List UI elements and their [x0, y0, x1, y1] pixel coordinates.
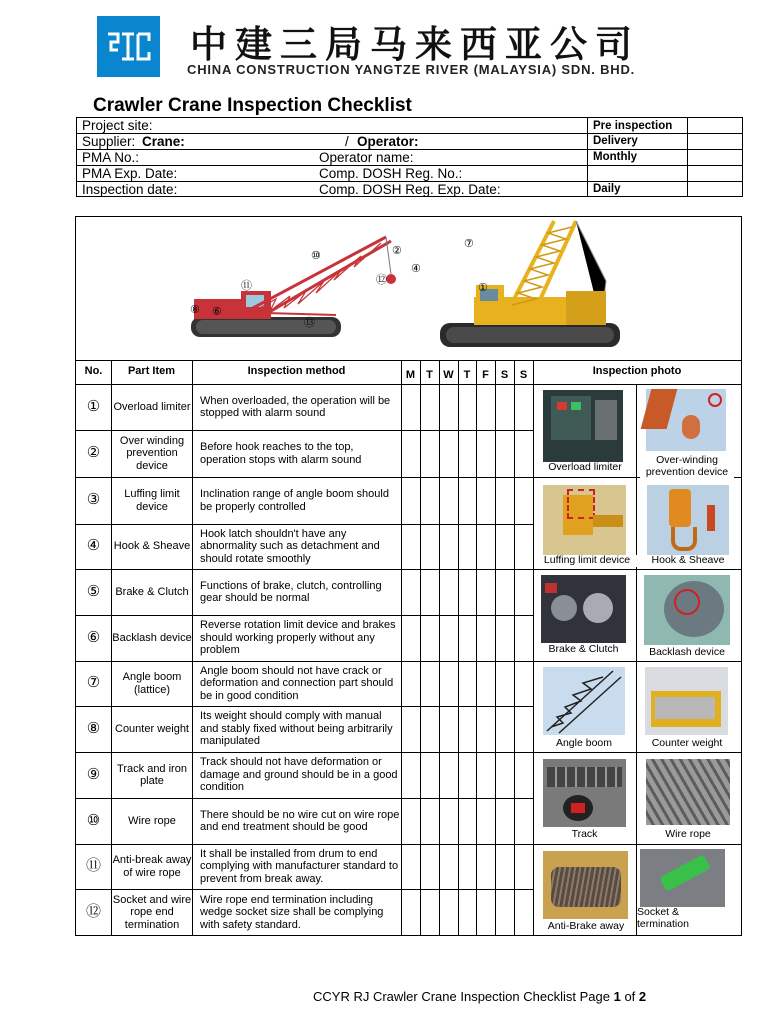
day-check-cell[interactable] — [477, 753, 495, 798]
row-number — [76, 477, 111, 524]
row-number — [76, 844, 111, 889]
svg-text:⑥: ⑥ — [212, 306, 222, 318]
day-check-cell[interactable] — [515, 707, 533, 752]
caption-angle-boom: Angle boom — [543, 738, 625, 750]
photo-brake-clutch — [541, 575, 626, 643]
row-inspection-method: When overloaded, the operation will be stopped with alarm sound — [200, 394, 391, 419]
photo-wire-rope — [646, 759, 730, 825]
page-footer — [313, 989, 646, 1004]
pma-no-label: PMA No.: — [82, 150, 140, 165]
photo-counter-weight — [645, 667, 728, 735]
day-check-cell[interactable] — [402, 478, 420, 524]
row-part-item: Anti-break away of wire rope — [112, 854, 192, 879]
type-pre-inspection: Pre inspection — [593, 120, 673, 132]
checkbox-delivery[interactable] — [688, 134, 742, 149]
type-daily: Daily — [593, 183, 621, 195]
slash-separator: / — [345, 134, 349, 149]
day-check-cell[interactable] — [402, 890, 420, 936]
day-check-cell[interactable] — [477, 707, 495, 752]
day-check-cell[interactable] — [440, 662, 458, 706]
day-check-cell[interactable] — [402, 431, 420, 477]
photo-anti-break-away — [543, 851, 628, 919]
row-number-text: ⑪ — [85, 857, 101, 875]
day-check-cell[interactable] — [496, 890, 514, 936]
day-check-cell[interactable] — [459, 753, 476, 798]
day-check-cell[interactable] — [402, 845, 420, 889]
crane-part-markers-left — [184, 242, 421, 337]
row-inspection-method: Its weight should comply with manual and stably fixed without being arbitrarily manipulated — [200, 710, 393, 748]
day-check-cell[interactable] — [440, 799, 458, 844]
day-check-cell[interactable] — [421, 890, 439, 936]
caption-track: Track — [543, 829, 626, 841]
row-part-item: Brake & Clutch — [115, 585, 189, 598]
day-check-cell[interactable] — [515, 431, 533, 477]
header-inspection-method: Inspection method — [247, 365, 346, 377]
crane-part-markers-right — [464, 231, 584, 301]
inspection-date-label: Inspection date: — [82, 182, 178, 197]
day-check-cell[interactable] — [496, 570, 514, 615]
row-number-text: ③ — [86, 491, 101, 509]
day-check-cell[interactable] — [459, 707, 476, 752]
operator-name-label: Operator name: — [319, 150, 414, 165]
caption-brake-clutch: Brake & Clutch — [541, 644, 626, 656]
day-check-cell[interactable] — [496, 478, 514, 524]
photo-angle-boom — [543, 667, 625, 735]
day-check-cell[interactable] — [515, 525, 533, 569]
day-check-cell[interactable] — [402, 525, 420, 569]
row-number — [76, 798, 111, 844]
day-check-cell[interactable] — [440, 616, 458, 661]
photo-luffing-limit-device — [543, 485, 626, 555]
row-number — [76, 430, 111, 477]
caption-anti-break-away: Anti-Brake away — [540, 921, 632, 933]
row-part-item: Angle boom (lattice) — [122, 671, 182, 696]
caption-overload-limiter: Overload limiter — [543, 462, 627, 474]
svg-text:②: ② — [392, 245, 402, 257]
day-check-cell[interactable] — [477, 478, 495, 524]
company-name-chinese: 中建三局马来西亚公司 — [190, 23, 640, 66]
day-check-cell[interactable] — [515, 662, 533, 706]
row-number-text: ② — [86, 444, 101, 462]
row-number-text: ⑥ — [86, 628, 101, 646]
day-check-cell[interactable] — [421, 707, 439, 752]
crane-label: Crane: — [142, 134, 185, 149]
photo-track — [543, 759, 626, 827]
row-part-item: Luffing limit device — [124, 488, 180, 513]
day-check-cell[interactable] — [459, 525, 476, 569]
day-check-cell[interactable] — [421, 431, 439, 477]
row-inspection-method: It shall be installed from drum to end complying with manufacturer standard to prevent from break away. — [200, 847, 399, 885]
day-check-cell[interactable] — [515, 616, 533, 661]
svg-text:⑫: ⑫ — [376, 274, 387, 286]
caption-over-winding-device: Over-winding prevention device — [640, 455, 734, 478]
header-day-tue: T — [426, 369, 433, 381]
comp-dosh-reg-label: Comp. DOSH Reg. No.: — [319, 166, 463, 181]
day-check-cell[interactable] — [421, 753, 439, 798]
footer-text: CCYR RJ Crawler Crane Inspection Checklist Page — [313, 989, 610, 1004]
day-check-cell[interactable] — [496, 431, 514, 477]
supplier-label: Supplier: — [82, 134, 136, 149]
day-check-cell[interactable] — [421, 616, 439, 661]
header-inspection-photo: Inspection photo — [592, 365, 682, 377]
row-number-text: ⑤ — [86, 582, 101, 600]
row-inspection-method: Reverse rotation limit device and brakes should working properly without any problem — [200, 619, 396, 657]
header-day-sun: S — [519, 369, 528, 381]
day-check-cell[interactable] — [496, 707, 514, 752]
day-check-cell[interactable] — [496, 385, 514, 430]
row-number-text: ⑩ — [86, 811, 101, 829]
company-name-english: CHINA CONSTRUCTION YANGTZE RIVER (MALAYSIA) SDN. BHD. — [187, 62, 636, 77]
day-check-cell[interactable] — [515, 845, 533, 889]
photo-over-winding-device — [646, 389, 726, 451]
day-check-cell[interactable] — [459, 616, 476, 661]
row-inspection-method: Wire rope end termination including wedge socket size shall be complying with safety standard. — [200, 893, 384, 931]
day-check-cell[interactable] — [440, 707, 458, 752]
row-inspection-method: Before hook reaches to the top, operation stops with alarm sound — [200, 441, 362, 466]
caption-counter-weight: Counter weight — [642, 738, 732, 750]
row-number-text: ④ — [86, 537, 101, 555]
row-number — [76, 889, 111, 936]
day-check-cell[interactable] — [459, 431, 476, 477]
day-check-cell[interactable] — [440, 570, 458, 615]
checkbox-monthly[interactable] — [688, 150, 742, 165]
day-check-cell[interactable] — [402, 385, 420, 430]
day-check-cell[interactable] — [477, 385, 495, 430]
row-number — [76, 569, 111, 615]
day-check-cell[interactable] — [477, 799, 495, 844]
row-number-text: ⑫ — [85, 903, 101, 921]
caption-socket-termination: Socket & termination — [637, 906, 689, 930]
footer-total-pages: 2 — [638, 989, 647, 1004]
svg-text:①: ① — [478, 282, 488, 294]
caption-wire-rope: Wire rope — [644, 829, 732, 841]
header-day-fri: F — [482, 369, 489, 381]
type-monthly: Monthly — [593, 151, 638, 163]
day-check-cell[interactable] — [477, 525, 495, 569]
day-check-cell[interactable] — [402, 707, 420, 752]
header-day-sat: S — [500, 369, 509, 381]
row-number — [76, 706, 111, 752]
header-part-item: Part Item — [127, 365, 176, 377]
day-check-cell[interactable] — [496, 662, 514, 706]
svg-text:④: ④ — [411, 263, 421, 275]
day-check-cell[interactable] — [440, 385, 458, 430]
row-number — [76, 661, 111, 706]
row-part-item: Hook & Sheave — [113, 540, 191, 553]
header-day-wed: W — [443, 369, 454, 381]
footer-page-number: 1 — [613, 989, 621, 1004]
svg-text:⑪: ⑪ — [241, 280, 252, 292]
day-check-cell[interactable] — [421, 525, 439, 569]
photo-backlash-device — [644, 575, 730, 645]
day-check-cell[interactable] — [477, 890, 495, 936]
row-part-item: Over winding prevention device — [119, 434, 185, 472]
day-check-cell[interactable] — [459, 385, 476, 430]
day-check-cell[interactable] — [515, 753, 533, 798]
pma-exp-label: PMA Exp. Date: — [82, 166, 178, 181]
photo-hook-sheave — [647, 485, 729, 555]
row-part-item: Wire rope — [128, 814, 176, 827]
day-check-cell[interactable] — [496, 525, 514, 569]
svg-text:⑦: ⑦ — [464, 238, 474, 250]
caption-backlash-device: Backlash device — [641, 647, 733, 659]
document-title: Crawler Crane Inspection Checklist — [93, 95, 412, 116]
day-check-cell[interactable] — [459, 799, 476, 844]
day-check-cell[interactable] — [421, 570, 439, 615]
day-check-cell[interactable] — [440, 845, 458, 889]
svg-text:⑧: ⑧ — [190, 304, 200, 316]
caption-hook-sheave: Hook & Sheave — [643, 555, 733, 567]
day-check-cell[interactable] — [515, 478, 533, 524]
day-check-cell[interactable] — [496, 616, 514, 661]
type-delivery: Delivery — [593, 135, 638, 147]
day-check-cell[interactable] — [477, 845, 495, 889]
svg-text:⑬: ⑬ — [304, 317, 315, 329]
day-check-cell[interactable] — [459, 478, 476, 524]
row-number — [76, 384, 111, 430]
header-day-thu: T — [463, 369, 471, 381]
row-part-item: Backlash device — [112, 631, 192, 644]
row-number-text: ⑦ — [86, 674, 101, 692]
photo-socket-termination — [640, 849, 725, 907]
day-check-cell[interactable] — [421, 799, 439, 844]
caption-luffing-limit-device: Luffing limit device — [536, 555, 638, 567]
row-inspection-method: Hook latch shouldn't have any abnormality such as detachment and should rotate smoothly — [200, 527, 380, 565]
day-check-cell[interactable] — [440, 525, 458, 569]
info-table — [76, 117, 743, 197]
day-check-cell[interactable] — [477, 431, 495, 477]
inspection-table — [75, 216, 742, 936]
row-number — [76, 752, 111, 798]
day-check-cell[interactable] — [515, 799, 533, 844]
day-check-cell[interactable] — [459, 890, 476, 936]
header-day-mon: M — [405, 369, 416, 381]
day-check-cell[interactable] — [402, 753, 420, 798]
day-check-cell[interactable] — [515, 385, 533, 430]
day-check-cell[interactable] — [421, 478, 439, 524]
day-check-cell[interactable] — [477, 616, 495, 661]
photo-overload-limiter — [543, 390, 623, 462]
day-check-cell[interactable] — [402, 570, 420, 615]
day-check-cell[interactable] — [515, 570, 533, 615]
row-inspection-method: Angle boom should not have crack or deformation and connection part should be in good condition — [200, 664, 394, 702]
row-inspection-method: Track should not have deformation or damage and ground should be in a good condition — [200, 756, 398, 794]
day-check-cell[interactable] — [440, 478, 458, 524]
svg-text:⑩: ⑩ — [311, 250, 321, 262]
day-check-cell[interactable] — [421, 845, 439, 889]
day-check-cell[interactable] — [440, 753, 458, 798]
checkbox-daily[interactable] — [688, 182, 742, 197]
day-check-cell[interactable] — [421, 662, 439, 706]
row-inspection-method: There should be no wire cut on wire rope and end treatment should be good — [200, 808, 400, 833]
day-check-cell[interactable] — [421, 385, 439, 430]
row-number-text: ⑨ — [86, 765, 101, 783]
comp-dosh-exp-label: Comp. DOSH Reg. Exp. Date: — [319, 182, 501, 197]
row-inspection-method: Inclination range of angle boom should be properly controlled — [200, 488, 389, 513]
checkbox-pre-inspection[interactable] — [688, 118, 742, 133]
day-check-cell[interactable] — [496, 845, 514, 889]
day-check-cell[interactable] — [459, 845, 476, 889]
row-number — [76, 524, 111, 569]
row-number-text: ① — [86, 397, 101, 415]
day-check-cell[interactable] — [402, 662, 420, 706]
day-check-cell[interactable] — [440, 890, 458, 936]
row-number — [76, 615, 111, 661]
row-part-item: Socket and wire rope end termination — [112, 893, 192, 931]
operator-label: Operator: — [357, 134, 419, 149]
row-part-item: Track and iron plate — [117, 762, 187, 787]
row-part-item: Overload limiter — [113, 400, 191, 413]
day-check-cell[interactable] — [402, 616, 420, 661]
footer-of: of — [624, 989, 636, 1004]
row-number-text: ⑧ — [86, 719, 101, 737]
day-check-cell[interactable] — [477, 570, 495, 615]
day-check-cell[interactable] — [402, 799, 420, 844]
day-check-cell[interactable] — [440, 431, 458, 477]
day-check-cell[interactable] — [515, 890, 533, 936]
day-check-cell[interactable] — [459, 570, 476, 615]
day-check-cell[interactable] — [459, 662, 476, 706]
day-check-cell[interactable] — [477, 662, 495, 706]
row-inspection-method: Functions of brake, clutch, controlling gear should be normal — [200, 579, 382, 604]
project-site-label: Project site: — [82, 118, 153, 133]
row-part-item: Counter weight — [115, 722, 189, 735]
day-check-cell[interactable] — [496, 799, 514, 844]
day-check-cell[interactable] — [496, 753, 514, 798]
company-logo — [97, 16, 160, 77]
header-no: No. — [84, 365, 103, 377]
